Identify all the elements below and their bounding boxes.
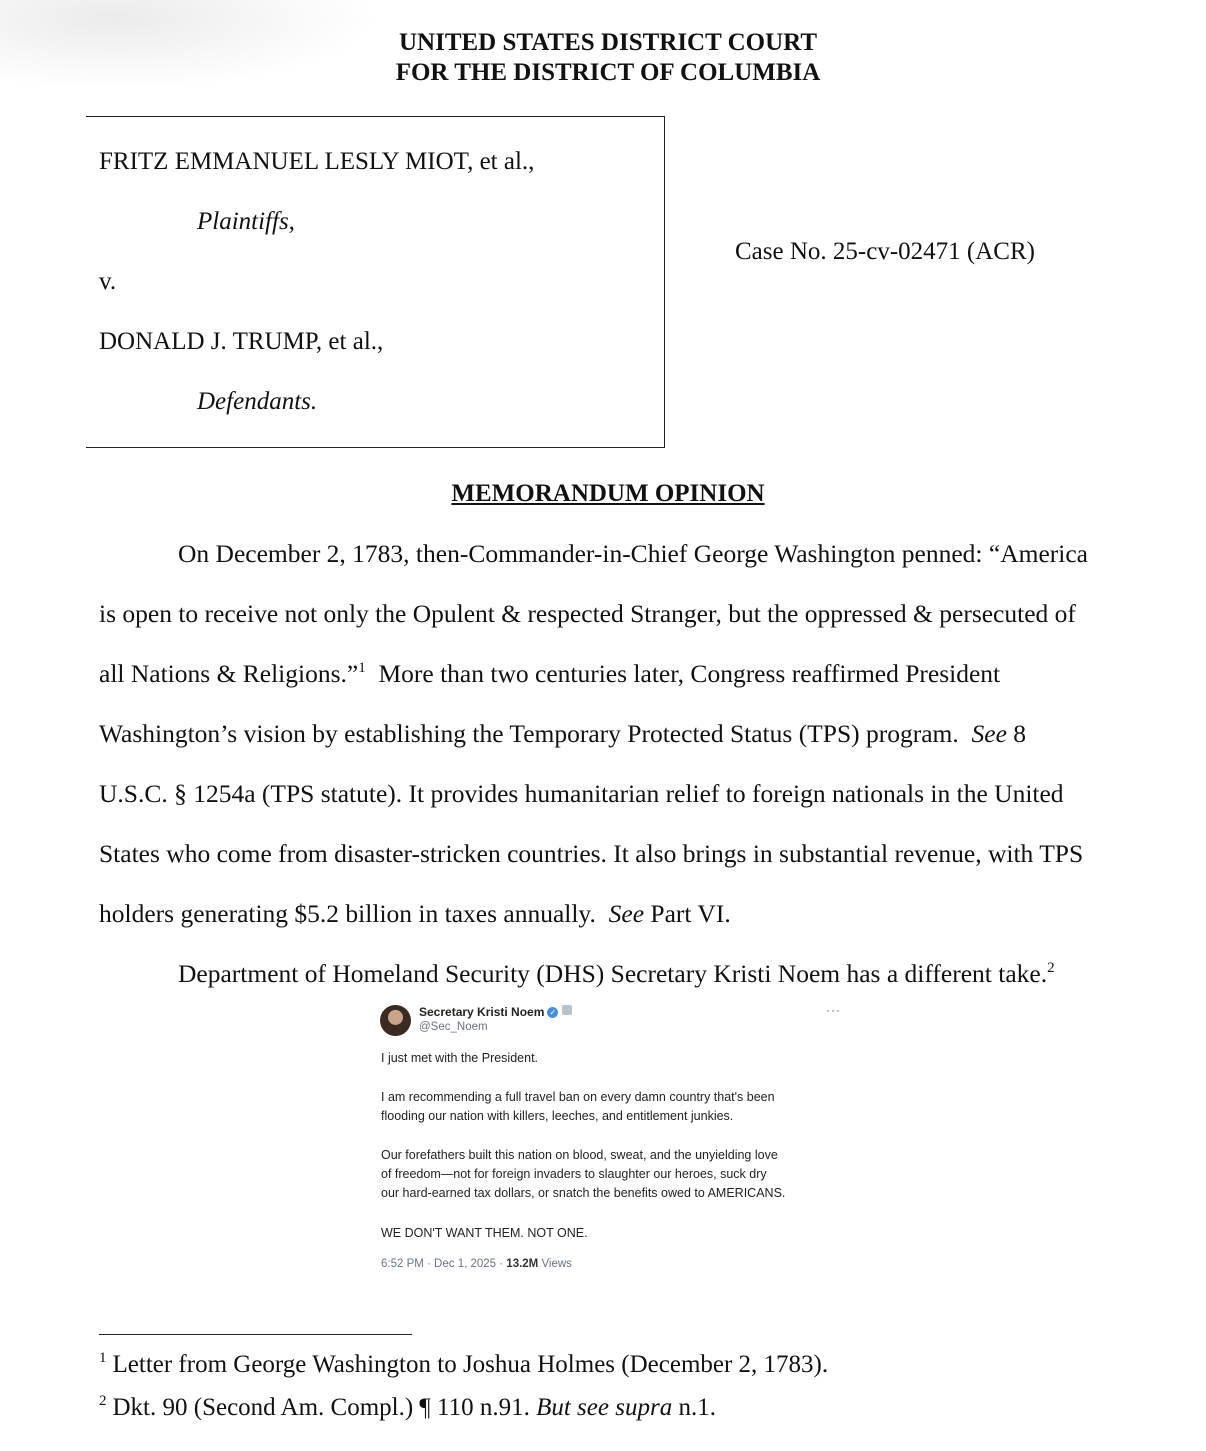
tweet-handle: @Sec_Noem (419, 1021, 488, 1033)
avatar (380, 1005, 411, 1036)
body-line-7 (99, 899, 731, 929)
tweet-views-label: Views (541, 1258, 572, 1270)
more-options-icon: ··· (826, 1003, 841, 1017)
footnote-ref-1: 1 (358, 660, 366, 676)
footnote-1-text: Letter from George Washington to Joshua Holmes (December 2, 1783). (112, 1351, 829, 1378)
defendant-role: Defendants. (197, 388, 318, 415)
tweet-line-7: WE DON'T WANT THEM. NOT ONE. (381, 1226, 588, 1240)
case-number: Case No. 25-cv-02471 (ACR) (735, 238, 1035, 265)
body-line-4-text: Washington’s vision by establishing the Temporary Protected Status (TPS) program. (99, 719, 959, 748)
tweet-line-3: flooding our nation with killers, leeches, and entitlement junkies. (381, 1109, 734, 1123)
body-line-4-see: See (971, 719, 1007, 748)
footnote-separator (99, 1334, 412, 1335)
versus: v. (99, 268, 117, 295)
footnote-2 (99, 1394, 716, 1422)
defendant-name: DONALD J. TRUMP, et al., (99, 328, 384, 355)
body-line-3-rest: More than two centuries later, Congress reaffirmed President (378, 659, 1001, 688)
footnote-2-signal: But see supra (536, 1394, 673, 1421)
footnote-2-number: 2 (99, 1393, 107, 1409)
plaintiff-role: Plaintiffs, (197, 208, 295, 235)
body-line-2: is open to receive not only the Opulent & respected Stranger, but the oppressed & persecuted of (99, 599, 1076, 628)
embedded-tweet (368, 995, 848, 1285)
body-line-6: States who come from disaster-stricken countries. It also brings in substantial revenue, with TPS (99, 839, 1084, 868)
document-title: MEMORANDUM OPINION (451, 480, 765, 507)
body-paragraph-2-text: Department of Homeland Security (DHS) Secretary Kristi Noem has a different take. (178, 959, 1048, 988)
body-line-1: On December 2, 1783, then-Commander-in-Chief George Washington penned: “America (178, 539, 1088, 568)
tweet-author (419, 1005, 572, 1019)
body-line-3 (99, 659, 1000, 689)
body-line-4 (99, 719, 1026, 749)
footnote-2-citation: Dkt. 90 (Second Am. Compl.) ¶ 110 n.91. (112, 1394, 530, 1421)
plaintiff-name: FRITZ EMMANUEL LESLY MIOT, et al., (99, 148, 535, 175)
government-badge-icon (562, 1005, 572, 1015)
footnote-2-ref: n.1. (678, 1394, 716, 1421)
tweet-timestamp (381, 1258, 572, 1270)
court-name-line-2: FOR THE DISTRICT OF COLUMBIA (395, 59, 821, 86)
body-line-7-cite: Part VI. (650, 899, 731, 928)
court-name-line-1: UNITED STATES DISTRICT COURT (399, 29, 817, 56)
body-line-7-text: holders generating $5.2 billion in taxes annually. (99, 899, 596, 928)
tweet-line-6: our hard-earned tax dollars, or snatch the benefits owed to AMERICANS. (381, 1186, 786, 1200)
body-line-4-cite: 8 (1013, 719, 1027, 748)
footnote-ref-2: 2 (1047, 960, 1055, 976)
tweet-line-2: I am recommending a full travel ban on every damn country that's been (381, 1090, 775, 1104)
tweet-line-1: I just met with the President. (381, 1051, 539, 1065)
body-paragraph-2 (178, 959, 1055, 989)
footnote-1-number: 1 (99, 1350, 107, 1366)
body-line-3-quote: all Nations & Religions.” (99, 659, 359, 688)
body-line-7-see: See (608, 899, 645, 928)
tweet-views-count: 13.2M (506, 1258, 539, 1270)
verified-badge-icon: ✓ (547, 1007, 558, 1018)
body-line-5: U.S.C. § 1254a (TPS statute). It provides humanitarian relief to foreign nationals in the United (99, 779, 1064, 808)
footnote-1 (99, 1351, 828, 1379)
tweet-author-name: Secretary Kristi Noem (419, 1005, 545, 1019)
tweet-line-4: Our forefathers built this nation on blood, sweat, and the unyielding love (381, 1148, 778, 1162)
tweet-time: 6:52 PM · Dec 1, 2025 · (381, 1258, 507, 1270)
tweet-line-5: of freedom—not for foreign invaders to slaughter our heroes, suck dry (381, 1167, 767, 1181)
